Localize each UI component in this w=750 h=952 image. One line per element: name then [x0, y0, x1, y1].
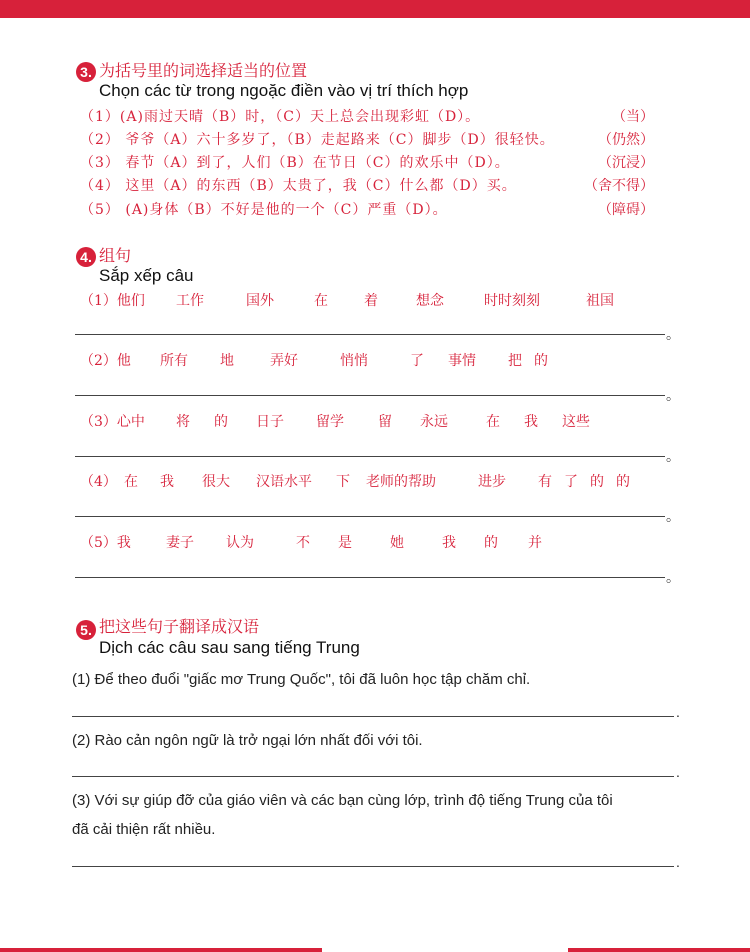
word: （1）他们: [80, 293, 145, 309]
word: 弄好: [270, 353, 298, 369]
word: （4）: [80, 474, 117, 490]
word: 所有: [160, 353, 188, 369]
ex3-item-1: （1）(A)雨过天晴（B）时，（C）天上总会出现彩虹（D）。: [80, 109, 481, 125]
word: 了: [410, 353, 424, 369]
word: 在: [124, 474, 138, 490]
word: 地: [220, 353, 234, 369]
word: 并: [528, 535, 542, 551]
exercise-4-number-badge: 4.: [76, 247, 96, 267]
exercise-4-title-chinese: 组句: [99, 246, 132, 265]
ex4-stop-1: 。: [666, 326, 680, 342]
word: 我: [160, 474, 174, 490]
ex3-item-3: （3） 春节（A）到了，人们（B）在节日（C）的欢乐中（D）。: [80, 155, 510, 171]
word: 事情: [448, 353, 476, 369]
ex5-stop-2: .: [676, 764, 680, 780]
word: 认为: [226, 535, 254, 551]
word: 把: [508, 353, 522, 369]
word: 将: [176, 414, 190, 430]
ex5-item-1-text: (1) Để theo đuổi "giấc mơ Trung Quốc", tôi đã luôn học tập chăm chỉ.: [72, 671, 531, 688]
word: 的: [484, 535, 498, 551]
ex4-answer-line-3[interactable]: [75, 456, 665, 457]
bottom-decorative-bar-right: [568, 948, 750, 952]
word: 我: [442, 535, 456, 551]
word: 是: [338, 535, 352, 551]
word: 着: [364, 293, 378, 309]
word: 永远: [420, 414, 448, 430]
word: 在: [314, 293, 328, 309]
word: 有: [538, 474, 552, 490]
ex4-item-5-words: [80, 532, 542, 552]
ex4-stop-5: 。: [666, 569, 680, 585]
word: （5）我: [80, 535, 131, 551]
word: 留: [378, 414, 392, 430]
word: （3）心中: [80, 414, 145, 430]
ex5-answer-line-3[interactable]: [72, 866, 674, 867]
word: 工作: [176, 293, 204, 309]
word: 想念: [416, 293, 444, 309]
word: 时时刻刻: [484, 293, 540, 309]
ex4-item-3-words: [80, 411, 590, 431]
word: 妻子: [166, 535, 194, 551]
exercise-5-title-vietnamese: Dịch các câu sau sang tiếng Trung: [99, 638, 360, 657]
ex4-stop-3: 。: [666, 448, 680, 464]
bottom-decorative-bar-left: [0, 948, 322, 952]
ex5-stop-3: .: [676, 854, 680, 870]
word: 悄悄: [340, 353, 368, 369]
word: 祖国: [586, 293, 614, 309]
word: 老师的帮助: [366, 474, 436, 490]
ex3-item-1-hint: （当）: [612, 109, 654, 125]
word: 这些: [562, 414, 590, 430]
word: 的: [616, 474, 630, 490]
exercise-3-number-badge: 3.: [76, 62, 96, 82]
ex3-item-5: （5） (A)身体（B）不好是他的一个（C）严重（D）。: [80, 202, 448, 218]
ex5-answer-line-2[interactable]: [72, 776, 674, 777]
word: （2）他: [80, 353, 131, 369]
word: 的: [590, 474, 604, 490]
ex4-item-2-words: [80, 350, 548, 370]
word: 汉语水平: [256, 474, 312, 490]
ex3-item-2: （2） 爷爷（A）六十多岁了，（B）走起路来（C）脚步（D）很轻快。: [80, 132, 555, 148]
exercise-3-title-vietnamese: Chọn các từ trong ngoặc điền vào vị trí thích hợp: [99, 81, 469, 100]
exercise-3-title-chinese: 为括号里的词选择适当的位置: [99, 61, 308, 80]
word: 了: [564, 474, 578, 490]
ex4-answer-line-2[interactable]: [75, 395, 665, 396]
ex3-item-4: （4） 这里（A）的东西（B）太贵了，我（C）什么都（D）买。: [80, 178, 517, 194]
ex3-item-4-hint: （舍不得）: [584, 178, 654, 194]
word: 下: [336, 474, 350, 490]
ex4-answer-line-4[interactable]: [75, 516, 665, 517]
exercise-5-title-chinese: 把这些句子翻译成汉语: [99, 617, 260, 636]
ex5-answer-line-1[interactable]: [72, 716, 674, 717]
ex5-item-3-text-line1: (3) Với sự giúp đỡ của giáo viên và các bạn cùng lớp, trình độ tiếng Trung của tôi: [72, 792, 613, 809]
word: 留学: [316, 414, 344, 430]
ex4-stop-2: 。: [666, 387, 680, 403]
word: 进步: [478, 474, 506, 490]
ex4-stop-4: 。: [666, 508, 680, 524]
word: 很大: [202, 474, 230, 490]
ex4-item-4-words: [80, 471, 630, 491]
top-decorative-bar: [0, 0, 750, 18]
ex5-item-2-text: (2) Rào cản ngôn ngữ là trở ngại lớn nhất đối với tôi.: [72, 732, 423, 749]
ex3-item-5-hint: （障碍）: [598, 202, 654, 218]
word: 她: [390, 535, 404, 551]
word: 在: [486, 414, 500, 430]
word: 日子: [256, 414, 284, 430]
ex5-stop-1: .: [676, 704, 680, 720]
ex4-answer-line-1[interactable]: [75, 334, 665, 335]
word: 的: [534, 353, 548, 369]
ex3-item-2-hint: （仍然）: [598, 132, 654, 148]
word: 我: [524, 414, 538, 430]
ex3-item-3-hint: （沉浸）: [598, 155, 654, 171]
word: 的: [214, 414, 228, 430]
ex4-answer-line-5[interactable]: [75, 577, 665, 578]
ex5-item-3-text-line2: đã cải thiện rất nhiều.: [72, 821, 216, 838]
exercise-4-title-vietnamese: Sắp xếp câu: [99, 266, 194, 285]
ex4-item-1-words: [80, 290, 614, 310]
word: 国外: [246, 293, 274, 309]
word: 不: [296, 535, 310, 551]
exercise-5-number-badge: 5.: [76, 620, 96, 640]
